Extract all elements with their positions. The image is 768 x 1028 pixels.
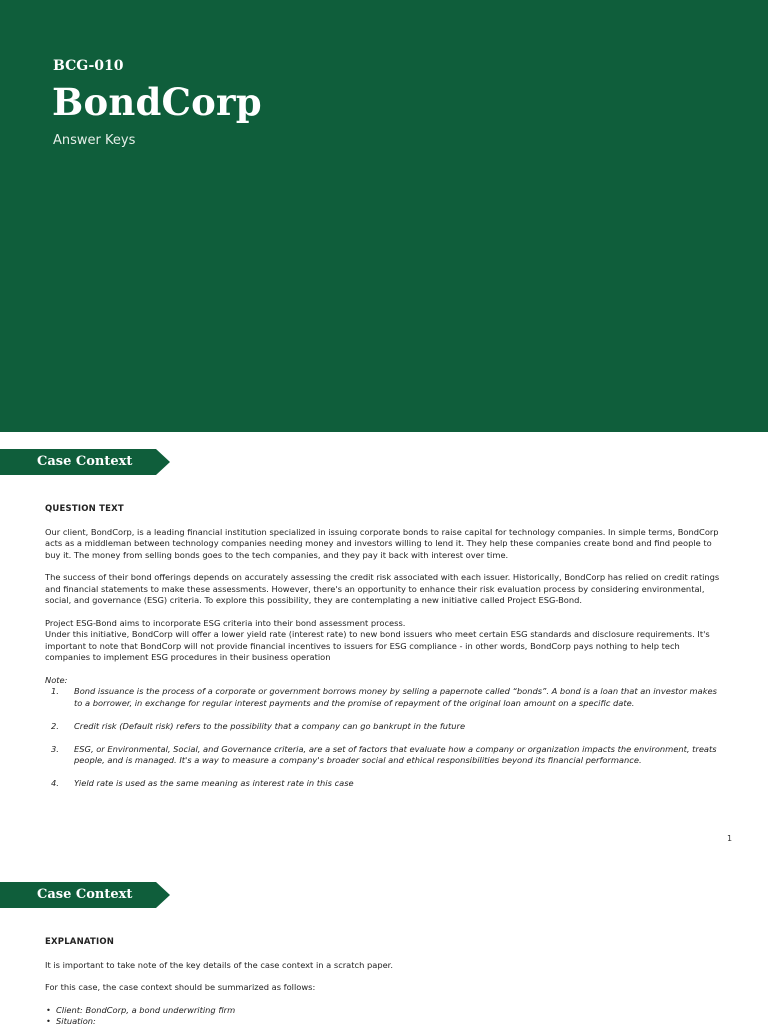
note-number: 4. <box>51 778 59 788</box>
page-number: 1 <box>727 834 733 843</box>
section-heading: QUESTION TEXT <box>45 504 124 514</box>
section-tab-case-context <box>0 449 156 475</box>
summary-list <box>45 1005 725 1028</box>
paragraph: For this case, the case context should be summarized as follows: <box>45 982 316 992</box>
note-number: 2. <box>51 720 59 731</box>
paragraph: It is important to take note of the key details of the case context in a scratch paper. <box>45 959 393 970</box>
note-text: Credit risk (Default risk) refers to the possibility that a company can go bankrupt in the future <box>74 720 466 731</box>
explanation-section <box>45 937 725 1028</box>
paragraph: Project ESG-Bond aims to incorporate ESG criteria into their bond assessment process. <box>45 617 406 628</box>
note-item <box>45 721 725 733</box>
summary-item: • Client: BondCorp, a bond underwriting firm <box>45 1005 725 1017</box>
note-label: Note: <box>45 674 68 685</box>
summary-item: • Situation: <box>45 1016 725 1028</box>
note-text: ESG, or Environmental, Social, and Governance criteria, are a set of factors that evaluate how a company or organization impacts the environment, treats people, and is managed. It's a way to measure a company's broader social and ethical responsibilities beyond its financial performance. <box>74 743 717 765</box>
document-subtitle: Answer Keys <box>53 133 136 148</box>
notes-list <box>45 686 725 790</box>
question-text-section <box>45 504 725 801</box>
paragraph: Under this initiative, BondCorp will offer a lower yield rate (interest rate) to new bond issuers who meet certain ESG standards and disclosure requirements. It's important to note that BondCorp will not provide financial incentives to issuers for ESG compliance - in other words, BondCorp pays nothing to help tech companies to implement ESG procedures in their business operation <box>45 629 710 662</box>
note-item <box>45 778 725 790</box>
document-code: BCG-010 <box>53 58 124 74</box>
paragraph: The success of their bond offerings depends on accurately assessing the credit risk associated with each issuer. Historically, BondCorp has relied on credit ratings and financial statements to make these assessments. However, there's an opportunity to enhance their risk evaluation process by considering environmental, social, and governance (ESG) criteria. To explore this possibility, they are contemplating a new initiative called Project ESG-Bond. <box>45 572 720 605</box>
section-tab-label: Case Context <box>37 454 133 469</box>
note-text: Bond issuance is the process of a corporate or government borrows money by selling a papernote called “bonds”. A bond is a loan that an investor makes to a borrower, in exchange for regular interest payments and the promise of repayment of the original loan amount on a specific date. <box>74 686 717 708</box>
section-heading: EXPLANATION <box>45 937 115 947</box>
note-number: 1. <box>51 686 59 696</box>
note-text: Yield rate is used as the same meaning as interest rate in this case <box>74 778 354 788</box>
note-item <box>45 744 725 767</box>
section-tab-case-context <box>0 882 156 908</box>
cover-banner <box>0 0 768 432</box>
paragraph: Our client, BondCorp, is a leading financial institution specialized in issuing corporate bonds to raise capital for technology companies. In simple terms, BondCorp acts as a middleman between technology companies needing money and investors willing to lend it. They help these companies create bond and find people to buy it. The money from selling bonds goes to the tech companies, and they pay it back with interest over time. <box>45 526 719 560</box>
document-title: BondCorp <box>52 80 262 124</box>
section-tab-label: Case Context <box>37 887 133 902</box>
note-item <box>45 686 725 709</box>
note-number: 3. <box>51 743 59 754</box>
